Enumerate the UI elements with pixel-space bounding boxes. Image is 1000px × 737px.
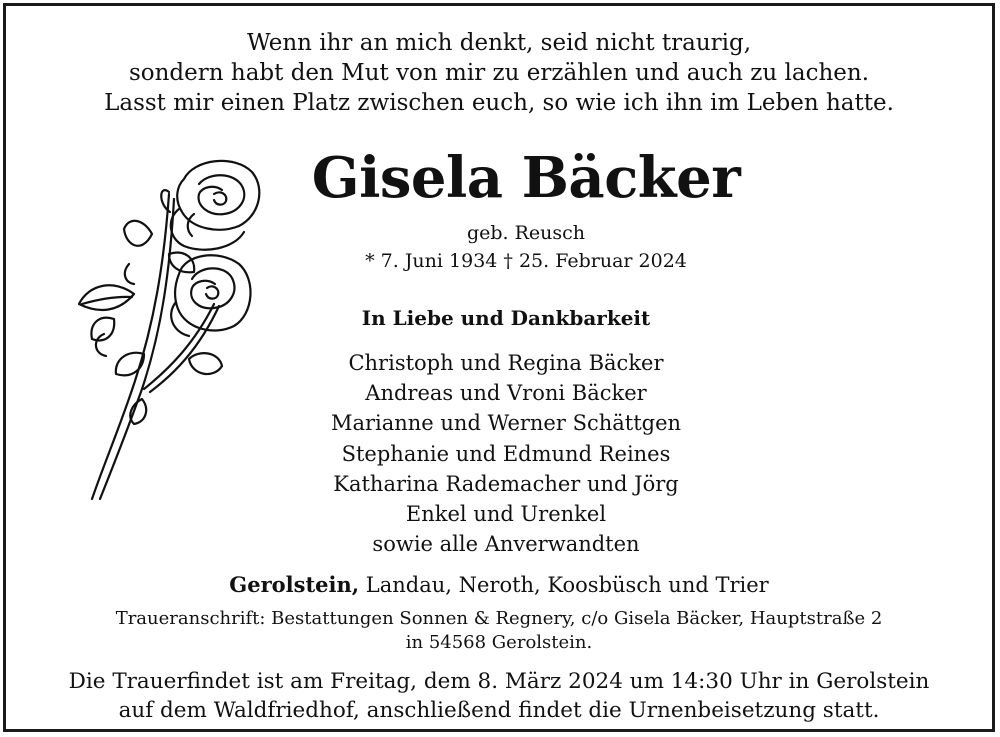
mourner: Enkel und Urenkel: [405, 502, 607, 527]
service-line: auf dem Waldfriedhof, anschließend findet die Urnenbeisetzung statt.: [118, 698, 880, 723]
roses-icon: [74, 154, 264, 504]
mourner: Katharina Rademacher und Jörg: [333, 471, 679, 496]
mourner: Marianne und Werner Schättgen: [330, 411, 682, 436]
poem-line: Lasst mir einen Platz zwischen euch, so wie ich ihn im Leben hatte.: [104, 90, 894, 116]
mourner: Christoph und Regina Bäcker: [348, 351, 664, 375]
service-info: [6, 667, 992, 725]
service-line: Die Trauerfindet ist am Freitag, dem 8. März 2024 um 14:30 Uhr in Gerolstein: [68, 669, 930, 694]
deceased-name: Gisela Bäcker: [311, 145, 741, 211]
poem-line: Wenn ihr an mich denkt, seid nicht traurig,: [246, 30, 752, 56]
mourner: Andreas und Vroni Bäcker: [365, 381, 647, 406]
dedication: In Liebe und Dankbarkeit: [361, 306, 651, 330]
places-main: Gerolstein,: [229, 572, 360, 597]
places-others: Landau, Neroth, Koosbüsch und Trier: [359, 573, 769, 597]
address-line: Traueranschrift: Bestattungen Sonnen & Regnery, c/o Gisela Bäcker, Hauptstraße 2: [115, 608, 883, 629]
address-line: in 54568 Gerolstein.: [405, 632, 593, 653]
poem: [6, 28, 992, 118]
obituary-notice: [3, 3, 995, 732]
mourner: Stephanie und Edmund Reines: [341, 441, 671, 466]
places: [6, 571, 992, 599]
mourning-address: [6, 607, 992, 655]
mourners-list: [306, 348, 706, 559]
poem-line: sondern habt den Mut von mir zu erzählen und auch zu lachen.: [128, 60, 870, 86]
life-dates: * 7. Juni 1934 † 25. Februar 2024: [365, 250, 687, 272]
mourner: sowie alle Anverwandten: [372, 532, 640, 557]
born-name: geb. Reusch: [466, 222, 586, 244]
